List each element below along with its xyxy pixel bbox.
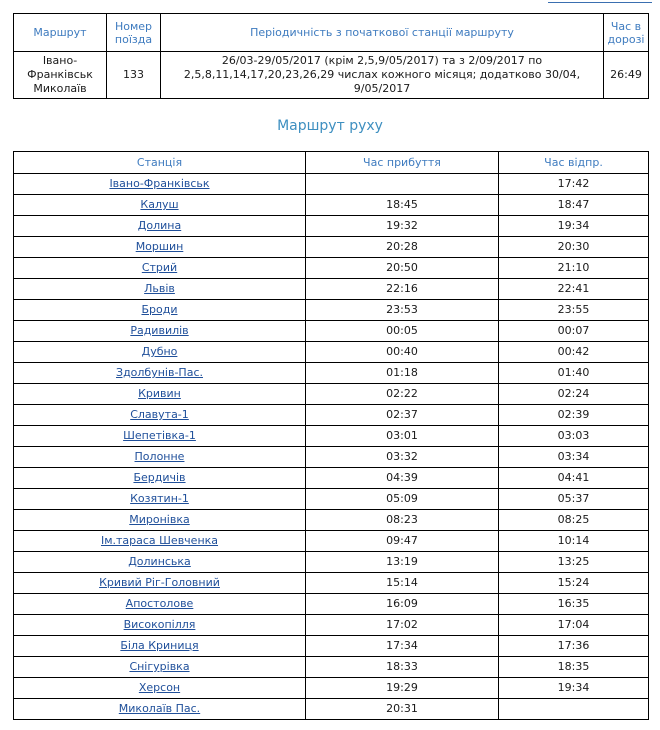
table-row [14, 657, 649, 678]
header-periodicity: Періодичність з початкової станції маршруту [161, 14, 604, 52]
station-link[interactable]: Радивилів [130, 324, 189, 337]
table-row [14, 195, 649, 216]
departure-time: 18:35 [499, 657, 649, 678]
stations-header-row [14, 152, 649, 174]
header-train-number: Номер поїзда [107, 14, 161, 52]
arrival-time: 01:18 [306, 363, 499, 384]
table-row [14, 699, 649, 720]
train-number-value: 133 [107, 52, 161, 99]
departure-time: 19:34 [499, 678, 649, 699]
arrival-time: 13:19 [306, 552, 499, 573]
header-travel-time: Час в дорозі [604, 14, 649, 52]
table-row [14, 489, 649, 510]
info-header-row [14, 14, 649, 52]
station-link[interactable]: Львів [144, 282, 175, 295]
station-link[interactable]: Шепетівка-1 [123, 429, 196, 442]
header-departure: Час відпр. [499, 152, 649, 174]
arrival-time: 02:22 [306, 384, 499, 405]
station-cell [14, 531, 306, 552]
header-arrival: Час прибуття [306, 152, 499, 174]
header-route: Маршрут [14, 14, 107, 52]
train-info-table [13, 13, 649, 99]
arrival-time: 02:37 [306, 405, 499, 426]
departure-time: 13:25 [499, 552, 649, 573]
station-cell [14, 279, 306, 300]
arrival-time: 00:05 [306, 321, 499, 342]
departure-time: 15:24 [499, 573, 649, 594]
table-row [14, 342, 649, 363]
station-link[interactable]: Кривин [138, 387, 181, 400]
arrival-time: 23:53 [306, 300, 499, 321]
departure-time: 19:34 [499, 216, 649, 237]
arrival-time: 18:45 [306, 195, 499, 216]
departure-time: 02:24 [499, 384, 649, 405]
departure-time: 02:39 [499, 405, 649, 426]
station-cell [14, 489, 306, 510]
table-row [14, 510, 649, 531]
station-link[interactable]: Івано-Франківськ [109, 177, 210, 190]
departure-time: 03:03 [499, 426, 649, 447]
station-cell [14, 552, 306, 573]
station-link[interactable]: Здолбунів-Пас. [116, 366, 203, 379]
station-link[interactable]: Ім.тараса Шевченка [100, 534, 219, 547]
station-cell [14, 342, 306, 363]
station-cell [14, 426, 306, 447]
station-cell [14, 636, 306, 657]
arrival-time: 16:09 [306, 594, 499, 615]
arrival-time: 20:50 [306, 258, 499, 279]
table-row [14, 174, 649, 195]
station-cell [14, 216, 306, 237]
station-link[interactable]: Славута-1 [130, 408, 189, 421]
route-value: Івано-Франківськ Миколаїв [14, 52, 107, 99]
departure-time: 10:14 [499, 531, 649, 552]
station-cell [14, 258, 306, 279]
arrival-time: 03:01 [306, 426, 499, 447]
station-link[interactable]: Долина [137, 219, 182, 232]
station-link[interactable]: Херсон [138, 681, 181, 694]
table-row [14, 573, 649, 594]
departure-time: 05:37 [499, 489, 649, 510]
table-row [14, 216, 649, 237]
station-cell [14, 594, 306, 615]
departure-time: 01:40 [499, 363, 649, 384]
station-link[interactable]: Біла Криниця [120, 639, 199, 652]
station-cell [14, 237, 306, 258]
departure-time: 17:42 [499, 174, 649, 195]
arrival-time [306, 174, 499, 195]
table-row [14, 321, 649, 342]
departure-time: 00:42 [499, 342, 649, 363]
table-row [14, 426, 649, 447]
departure-time [499, 699, 649, 720]
table-row [14, 594, 649, 615]
table-row [14, 363, 649, 384]
table-row [14, 447, 649, 468]
table-row [14, 531, 649, 552]
table-row [14, 405, 649, 426]
station-cell [14, 678, 306, 699]
info-data-row [14, 52, 649, 99]
station-cell [14, 447, 306, 468]
departure-time: 22:41 [499, 279, 649, 300]
departure-time: 08:25 [499, 510, 649, 531]
station-cell [14, 405, 306, 426]
station-link[interactable]: Кривий Ріг-Головний [99, 576, 220, 589]
arrival-time: 17:34 [306, 636, 499, 657]
arrival-time: 20:31 [306, 699, 499, 720]
arrival-time: 00:40 [306, 342, 499, 363]
arrival-time: 15:14 [306, 573, 499, 594]
station-cell [14, 657, 306, 678]
arrival-time: 22:16 [306, 279, 499, 300]
station-link[interactable]: Моршин [135, 240, 184, 253]
station-link[interactable]: Миколаїв Пас. [118, 702, 201, 715]
station-cell [14, 174, 306, 195]
arrival-time: 17:02 [306, 615, 499, 636]
table-row [14, 552, 649, 573]
station-cell [14, 195, 306, 216]
arrival-time: 09:47 [306, 531, 499, 552]
station-link[interactable]: Полонне [134, 450, 185, 463]
station-link[interactable]: Бердичів [133, 471, 186, 484]
table-row [14, 678, 649, 699]
periodicity-value: 26/03-29/05/2017 (крім 2,5,9/05/2017) та з 2/09/2017 по 2,5,8,11,14,17,20,23,26,29 числах кожного місяця; додатково 30/04, 9/05/2017 [161, 52, 604, 99]
arrival-time: 04:39 [306, 468, 499, 489]
top-link-underline[interactable] [548, 0, 652, 3]
travel-time-value: 26:49 [604, 52, 649, 99]
departure-time: 21:10 [499, 258, 649, 279]
departure-time: 00:07 [499, 321, 649, 342]
arrival-time: 05:09 [306, 489, 499, 510]
station-cell [14, 468, 306, 489]
header-station: Станція [14, 152, 306, 174]
station-cell [14, 615, 306, 636]
departure-time: 20:30 [499, 237, 649, 258]
table-row [14, 384, 649, 405]
arrival-time: 03:32 [306, 447, 499, 468]
departure-time: 18:47 [499, 195, 649, 216]
table-row [14, 615, 649, 636]
arrival-time: 19:29 [306, 678, 499, 699]
station-cell [14, 363, 306, 384]
departure-time: 04:41 [499, 468, 649, 489]
table-row [14, 279, 649, 300]
stations-table [13, 151, 649, 720]
station-link[interactable]: Високопілля [123, 618, 196, 631]
station-link[interactable]: Дубно [141, 345, 178, 358]
table-row [14, 468, 649, 489]
arrival-time: 19:32 [306, 216, 499, 237]
section-title: Маршрут руху [277, 118, 383, 134]
departure-time: 16:35 [499, 594, 649, 615]
arrival-time: 08:23 [306, 510, 499, 531]
station-cell [14, 510, 306, 531]
table-row [14, 258, 649, 279]
station-link[interactable]: Броди [141, 303, 178, 316]
table-row [14, 300, 649, 321]
station-link[interactable]: Стрий [141, 261, 178, 274]
departure-time: 17:36 [499, 636, 649, 657]
station-link[interactable]: Снігурівка [129, 660, 190, 673]
arrival-time: 18:33 [306, 657, 499, 678]
table-row [14, 237, 649, 258]
station-cell [14, 300, 306, 321]
arrival-time: 20:28 [306, 237, 499, 258]
station-cell [14, 321, 306, 342]
station-cell [14, 699, 306, 720]
station-cell [14, 384, 306, 405]
station-link[interactable]: Долинська [128, 555, 191, 568]
station-link[interactable]: Апостолове [125, 597, 194, 610]
station-link[interactable]: Миронівка [129, 513, 190, 526]
departure-time: 17:04 [499, 615, 649, 636]
departure-time: 03:34 [499, 447, 649, 468]
station-link[interactable]: Калуш [140, 198, 179, 211]
station-link[interactable]: Козятин-1 [130, 492, 189, 505]
table-row [14, 636, 649, 657]
departure-time: 23:55 [499, 300, 649, 321]
station-cell [14, 573, 306, 594]
